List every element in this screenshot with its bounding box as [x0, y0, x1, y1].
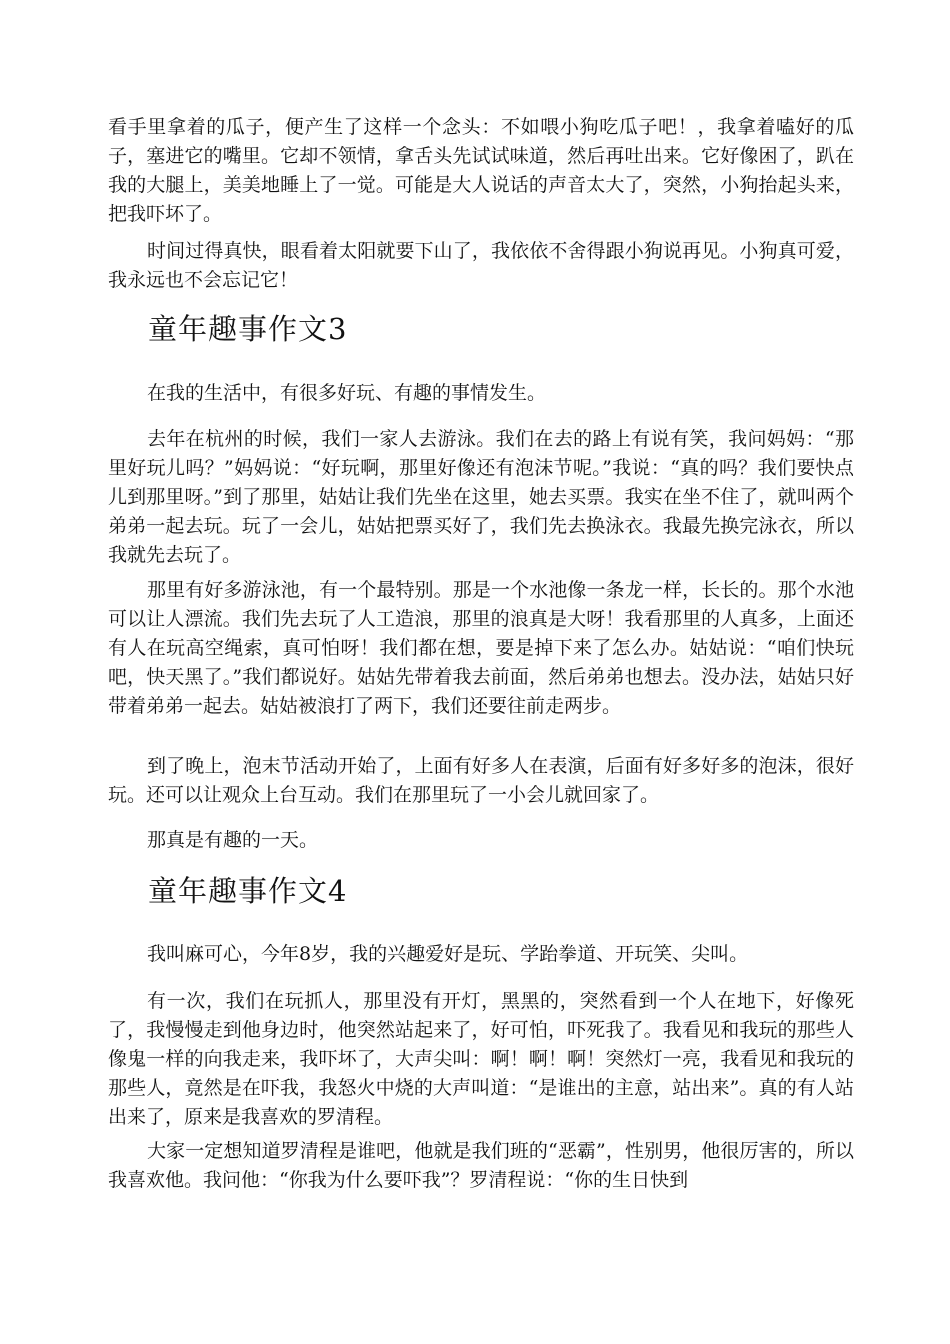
paragraph-puppy-seeds: 看手里拿着的瓜子，便产生了这样一个念头：不如喂小狗吃瓜子吧！，我拿着嗑好的瓜子，塞进它的嘴里。它却不领情，拿舌头先试试味道，然后再吐出来。它好像困了，趴在我的大腿上，美美地睡上了一觉。可能是大人说话的声音太大了，突然，小狗抬起头来，把我吓坏了。	[108, 116, 854, 225]
paragraph-hangzhou-swim: 去年在杭州的时候，我们一家人去游泳。我们在去的路上有说有笑，我问妈妈：“那里好玩儿吗？”妈妈说：“好玩啊，那里好像还有泡沫节呢。”我说：“真的吗？我们要快点儿到那里呀。”到了那里，姑姑让我们先坐在这里，她去买票。我实在坐不住了，就叫两个弟弟一起去玩。玩了一会儿，姑姑把票买好了，我们先去换泳衣。我最先换完泳衣，所以我就先去玩了。	[108, 428, 854, 566]
section-heading-3: 童年趣事作文3	[148, 312, 348, 346]
paragraph-tag-game: 有一次，我们在玩抓人，那里没有开灯，黑黑的，突然看到一个人在地下，好像死了，我慢慢走到他身边时，他突然站起来了，好可怕，吓死我了。我看见和我玩的那些人像鬼一样的向我走来，我吓坏了，大声尖叫：啊！啊！啊！突然灯一亮，我看见和我玩的那些人，竟然是在吓我，我怒火中烧的大声叫道：“是谁出的主意，站出来”。真的有人站出来了，原来是我喜欢的罗清程。	[108, 990, 854, 1128]
paragraph-fun-day: 那真是有趣的一天。	[147, 829, 319, 851]
paragraph-self-intro: 我叫麻可心，今年8岁，我的兴趣爱好是玩、学跆拳道、开玩笑、尖叫。	[147, 943, 749, 965]
paragraph-sunset-goodbye: 时间过得真快，眼看着太阳就要下山了，我依依不舍得跟小狗说再见。小狗真可爱，我永远也不会忘记它！	[108, 240, 854, 291]
section-heading-4: 童年趣事作文4	[148, 874, 348, 908]
paragraph-foam-festival: 到了晚上，泡末节活动开始了，上面有好多人在表演，后面有好多好多的泡沫，很好玩。还可以让观众上台互动。我们在那里玩了一小会儿就回家了。	[108, 755, 854, 806]
paragraph-pools: 那里有好多游泳池，有一个最特别。那是一个水池像一条龙一样，长长的。那个水池可以让人漂流。我们先去玩了人工造浪，那里的浪真是大呀！我看那里的人真多，上面还有人在玩高空绳索，真可怕呀！我们都在想，要是掉下来了怎么办。姑姑说：“咱们快玩吧，快天黑了。”我们都说好。姑姑先带着我去前面，然后弟弟也想去。没办法，姑姑只好带着弟弟一起去。姑姑被浪打了两下，我们还要往前走两步。	[108, 579, 854, 717]
paragraph-luo-qingcheng: 大家一定想知道罗清程是谁吧，他就是我们班的“恶霸”，性别男，他很厉害的，所以我喜欢他。我问他：“你我为什么要吓我”？罗清程说：“你的生日快到	[108, 1140, 854, 1191]
paragraph-interesting-life: 在我的生活中，有很多好玩、有趣的事情发生。	[147, 382, 547, 404]
